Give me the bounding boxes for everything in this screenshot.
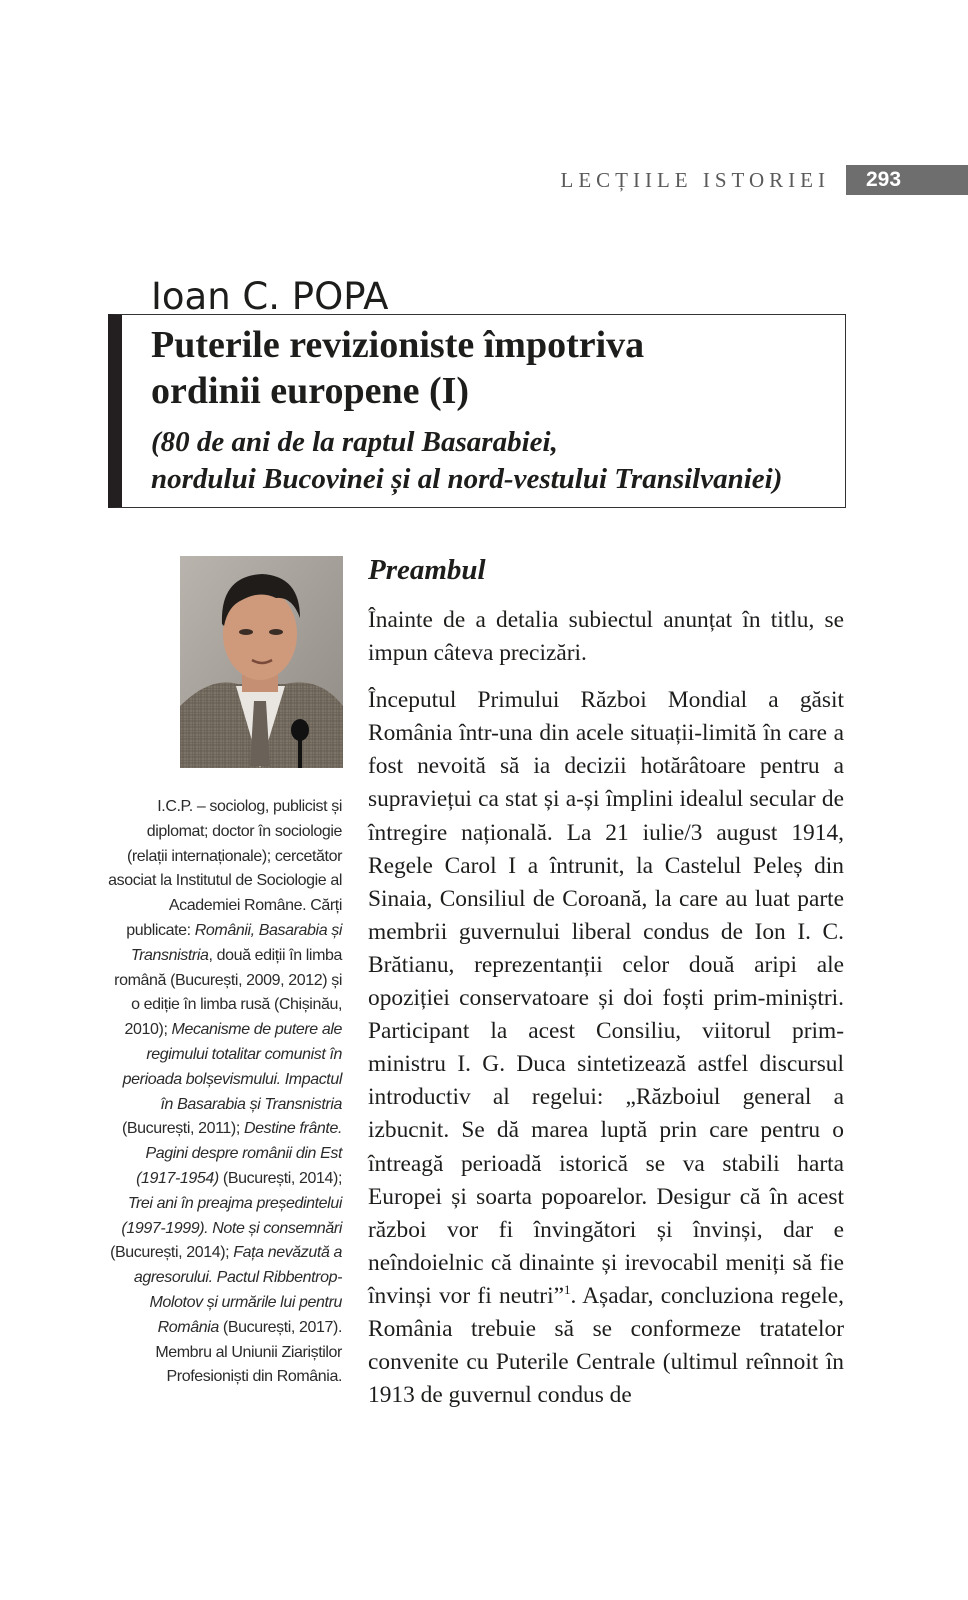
bio-book-title: Trei ani în preajma președintelui (1997-1999). Note și consemnări [121,1194,342,1237]
running-head: LECȚIILE ISTORIEI [560,168,830,192]
bio-book-title: Fața nevăzută a agresorului. Pactul Ribbentrop-Molotov și urmările lui pentru România [133,1244,342,1336]
bio-book-title: Destine frânte. Pagini despre românii din Est (1917-1954) [136,1120,342,1187]
article-title-line-2: ordinii europene (I) [151,370,470,412]
bio-book-title: Mecanisme de putere ale regimului totalitar comunist în perioada bolșevismului. Impactul în Basarabia și Transnistria [122,1021,342,1113]
article-subtitle-line-2: nordului Bucovinei și al nord-vestului Transilvaniei) [151,463,783,495]
body-paragraph: Începutul Primului Război Mondial a găsit România într-una din acele situații-limită în care a fost nevoită să ia decizii hotărâtoare pentru a supraviețui ca stat și a-și împlini idealul secular de întregire națională. La 21 iulie/3 august 1914, Regele Carol I a întrunit, la Castelul Peleș din Sinaia, Consiliul de Coroană, la care au luat parte membrii guvernului liberal condus de Ion I. C. Brătianu, reprezentanții celor două aripi ale opoziției conservatoare și doi foști prim-miniștri. Participant la acest Consiliu, viitorul prim-ministru I. G. Duca sintetizează astfel discursul introductiv al regelui: „Războiul general a izbucnit. Se dă marea luptă prin care pentru o întreagă perioadă istorică se va stabili harta Europei și soarta popoarelor. Desigur că în acest război vor fi învingători și învinși, dar e neîndoielnic că dinainte și irevocabil meniți să fie învinși vor fi neutri”$^1$. Așadar, concluziona regele, România trebuie să se conformeze tratatelor convenite cu Puterile Centrale (ultimul reînnoit în 1913 de guvernul condus de [368,687,844,1409]
bio-book-title: Românii, Basarabia și Transnistria [130,921,342,964]
body-paragraph: Înainte de a detalia subiectul anunțat în titlu, se impun câteva precizări. [368,607,844,667]
article-subtitle-line-1: (80 de ani de la raptul Basarabiei, [151,426,558,458]
article-author: Ioan C. POPA [151,275,389,318]
article-title-line-1: Puterile revizioniste împotriva [151,324,645,366]
page-number: 293 [846,165,968,195]
article-title [151,322,831,414]
section-heading: Preambul [368,554,486,586]
author-bio: I.C.P. – sociolog, publicist și diplomat; doctor în sociologie (relații internaționale); cercetător asociat la Institutul de Sociologie al Academiei Române. Cărți publicate: Românii, Basarabia și Transnistria, două ediții în limba română (București, 2009, 2012) și o ediție în limba rusă (Chișinău, 2010); Mecanisme de putere ale regimului totalitar comunist în perioada bolșevismului. Impactul în Basarabia și Transnistria (București, 2011); Destine frânte. Pagini despre românii din Est (1917-1954) (București, 2014); Trei ani în preajma președintelui (1997-1999). Note și consemnări (București, 2014); Fața nevăzută a agresorului. Pactul Ribbentrop-Molotov și urmările lui pentru România (București, 2017). Membru al Uniunii Ziariștilor Profesioniști din România. [108,798,342,1386]
article-body [368,604,844,1412]
author-photo [180,556,343,768]
article-subtitle [151,424,841,498]
footnote-ref[interactable]: 1 [563,1282,571,1298]
